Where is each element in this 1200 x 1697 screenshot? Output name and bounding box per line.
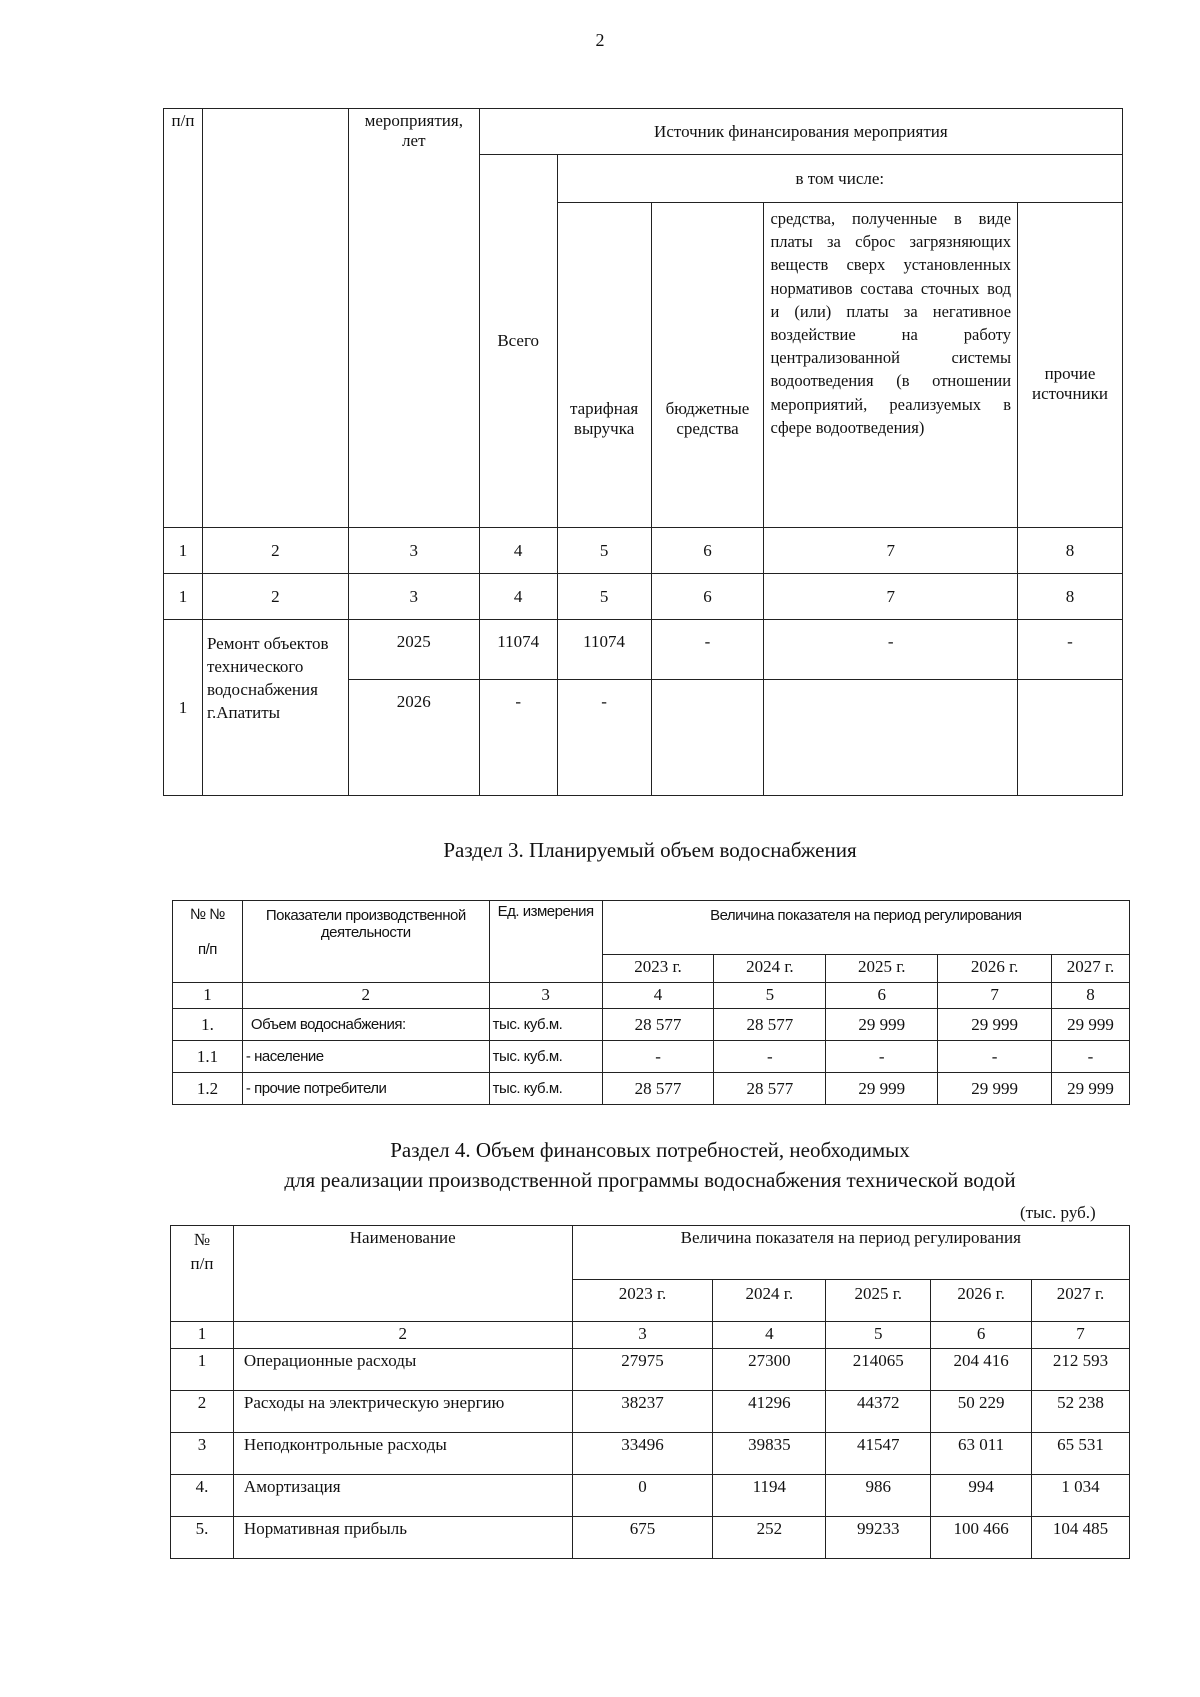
value-cell: - — [1052, 1041, 1130, 1073]
value-cell: 65 531 — [1032, 1433, 1130, 1475]
value-cell: 28 577 — [602, 1073, 714, 1105]
value-cell: - — [714, 1041, 826, 1073]
source-header: Источник финансирования мероприятия — [479, 109, 1122, 155]
row-number: 2 — [171, 1391, 234, 1433]
including-header: в том числе: — [557, 155, 1122, 203]
value-cell: 50 229 — [931, 1391, 1032, 1433]
cell: 2 — [233, 1322, 572, 1349]
value-cell: - — [826, 1041, 938, 1073]
value-cell: 994 — [931, 1475, 1032, 1517]
year-header: 2027 г. — [1032, 1280, 1130, 1322]
row-number: 1.2 — [173, 1073, 243, 1105]
cell: 5 — [557, 574, 651, 620]
cell: 4 — [479, 528, 557, 574]
total-cell: - — [479, 680, 557, 796]
indicator-header: Показатели производственной деятельности — [242, 901, 489, 983]
cell: 8 — [1018, 574, 1123, 620]
cell: 3 — [572, 1322, 713, 1349]
other-header: прочие источники — [1018, 203, 1123, 528]
item-number: 1 — [164, 620, 203, 796]
tariff-cell: - — [557, 680, 651, 796]
row-name: Неподконтрольные расходы — [233, 1433, 572, 1475]
cell: 4 — [602, 983, 714, 1009]
cell: 1 — [171, 1322, 234, 1349]
item-name — [202, 620, 348, 796]
value-cell: 100 466 — [931, 1517, 1032, 1559]
year-header: 2023 г. — [602, 955, 714, 983]
year-header: 2024 г. — [713, 1280, 826, 1322]
fees-cell: - — [764, 620, 1018, 680]
value-cell: 104 485 — [1032, 1517, 1130, 1559]
budget-cell: - — [651, 620, 764, 680]
value-cell: - — [938, 1041, 1052, 1073]
value-cell: 39835 — [713, 1433, 826, 1475]
value-cell: 29 999 — [938, 1073, 1052, 1105]
financial-needs-table — [170, 1225, 1130, 1559]
row-unit: тыс. куб.м. — [489, 1041, 602, 1073]
num-header: № п/п — [171, 1226, 234, 1322]
tariff-header: тарифная выручка — [557, 203, 651, 528]
col-name-header — [202, 109, 348, 528]
value-cell: 28 577 — [602, 1009, 714, 1041]
col-num-header: п/п — [164, 109, 203, 528]
cell: 6 — [651, 574, 764, 620]
value-cell: - — [602, 1041, 714, 1073]
item-name-text: Ремонт объектов технического водоснабжения г.Апатиты — [206, 634, 329, 722]
year-cell: 2026 — [348, 680, 479, 796]
row-number: 1. — [173, 1009, 243, 1041]
value-header: Величина показателя на период регулирования — [602, 901, 1129, 955]
row-number: 1.1 — [173, 1041, 243, 1073]
table-row — [173, 1041, 1130, 1073]
other-cell — [1018, 680, 1123, 796]
row-unit: тыс. куб.м. — [489, 1009, 602, 1041]
cell: 1 — [164, 574, 203, 620]
year-header: 2024 г. — [714, 955, 826, 983]
value-cell: 986 — [826, 1475, 931, 1517]
year-header: 2025 г. — [826, 955, 938, 983]
value-cell: 38237 — [572, 1391, 713, 1433]
col-period-header: мероприятия, лет — [348, 109, 479, 528]
table-row — [164, 528, 1123, 574]
cell: 5 — [826, 1322, 931, 1349]
value-cell: 28 577 — [714, 1073, 826, 1105]
cell: 5 — [557, 528, 651, 574]
num-header-line2: п/п — [197, 941, 217, 958]
row-name: Объем водоснабжения: — [242, 1009, 489, 1041]
table-row — [173, 1073, 1130, 1105]
cell: 6 — [826, 983, 938, 1009]
tariff-cell: 11074 — [557, 620, 651, 680]
year-header: 2026 г. — [931, 1280, 1032, 1322]
value-cell: 41296 — [713, 1391, 826, 1433]
value-cell: 29 999 — [938, 1009, 1052, 1041]
year-cell: 2025 — [348, 620, 479, 680]
row-number: 3 — [171, 1433, 234, 1475]
value-cell: 44372 — [826, 1391, 931, 1433]
value-cell: 28 577 — [714, 1009, 826, 1041]
cell: 1 — [173, 983, 243, 1009]
value-cell: 204 416 — [931, 1349, 1032, 1391]
section4-title-line1: Раздел 4. Объем финансовых потребностей, необходимых — [390, 1138, 910, 1162]
table-row — [164, 620, 1123, 680]
value-cell: 29 999 — [1052, 1009, 1130, 1041]
year-header: 2026 г. — [938, 955, 1052, 983]
cell: 3 — [489, 983, 602, 1009]
year-header: 2025 г. — [826, 1280, 931, 1322]
cell: 7 — [938, 983, 1052, 1009]
cell: 2 — [202, 528, 348, 574]
cell: 3 — [348, 574, 479, 620]
unit-header: Ед. измерения — [489, 901, 602, 983]
cell: 3 — [348, 528, 479, 574]
financing-table — [163, 108, 1123, 796]
row-unit: тыс. куб.м. — [489, 1073, 602, 1105]
value-cell: 212 593 — [1032, 1349, 1130, 1391]
table-row — [171, 1517, 1130, 1559]
value-cell: 52 238 — [1032, 1391, 1130, 1433]
section3-title: Раздел 3. Планируемый объем водоснабжения — [443, 838, 857, 862]
table-row — [171, 1322, 1130, 1349]
water-supply-table — [172, 900, 1130, 1105]
cell: 4 — [479, 574, 557, 620]
cell: 6 — [931, 1322, 1032, 1349]
num-header — [173, 901, 243, 983]
value-cell: 1 034 — [1032, 1475, 1130, 1517]
num-header-line1: № № — [190, 906, 225, 923]
value-cell: 1194 — [713, 1475, 826, 1517]
cell: 8 — [1018, 528, 1123, 574]
value-cell: 27300 — [713, 1349, 826, 1391]
page-number: 2 — [595, 30, 605, 50]
cell: 1 — [164, 528, 203, 574]
value-cell: 29 999 — [1052, 1073, 1130, 1105]
value-cell: 675 — [572, 1517, 713, 1559]
fees-cell — [764, 680, 1018, 796]
value-cell: 29 999 — [826, 1073, 938, 1105]
units-note: (тыс. руб.) — [1020, 1203, 1096, 1222]
cell: 7 — [1032, 1322, 1130, 1349]
table-row — [171, 1433, 1130, 1475]
budget-header: бюджетные средства — [651, 203, 764, 528]
table-row — [171, 1349, 1130, 1391]
table-row — [171, 1475, 1130, 1517]
table-row — [173, 983, 1130, 1009]
cell: 2 — [242, 983, 489, 1009]
value-cell: 41547 — [826, 1433, 931, 1475]
value-cell: 252 — [713, 1517, 826, 1559]
cell: 8 — [1052, 983, 1130, 1009]
table-row — [164, 574, 1123, 620]
cell: 4 — [713, 1322, 826, 1349]
row-number: 4. — [171, 1475, 234, 1517]
row-name: - прочие потребители — [242, 1073, 489, 1105]
table-row — [171, 1391, 1130, 1433]
cell: 7 — [764, 574, 1018, 620]
budget-cell — [651, 680, 764, 796]
value-cell: 27975 — [572, 1349, 713, 1391]
cell: 7 — [764, 528, 1018, 574]
value-cell: 214065 — [826, 1349, 931, 1391]
value-cell: 0 — [572, 1475, 713, 1517]
table-row — [173, 1009, 1130, 1041]
row-number: 5. — [171, 1517, 234, 1559]
total-header: Всего — [479, 155, 557, 528]
row-name: Нормативная прибыль — [233, 1517, 572, 1559]
row-name: Операционные расходы — [233, 1349, 572, 1391]
value-cell: 99233 — [826, 1517, 931, 1559]
row-name: Расходы на электрическую энергию — [233, 1391, 572, 1433]
row-name: - население — [242, 1041, 489, 1073]
cell: 5 — [714, 983, 826, 1009]
value-cell: 29 999 — [826, 1009, 938, 1041]
cell: 2 — [202, 574, 348, 620]
section4-title-line2: для реализации производственной программы водоснабжения технической водой — [284, 1168, 1016, 1192]
row-name: Амортизация — [233, 1475, 572, 1517]
year-header: 2027 г. — [1052, 955, 1130, 983]
year-header: 2023 г. — [572, 1280, 713, 1322]
value-cell: 63 011 — [931, 1433, 1032, 1475]
value-header: Величина показателя на период регулирования — [572, 1226, 1129, 1280]
cell: 6 — [651, 528, 764, 574]
row-number: 1 — [171, 1349, 234, 1391]
total-cell: 11074 — [479, 620, 557, 680]
name-header: Наименование — [233, 1226, 572, 1322]
other-cell: - — [1018, 620, 1123, 680]
fees-header: средства, полученные в виде платы за сброс загрязняющих веществ сверх установленных нормативов состава сточных вод и (или) платы за негативное воздействие на работу централизованной системы водоотведения (в отношении мероприятий, реализуемых в сфере водоотведения) — [764, 203, 1018, 528]
value-cell: 33496 — [572, 1433, 713, 1475]
